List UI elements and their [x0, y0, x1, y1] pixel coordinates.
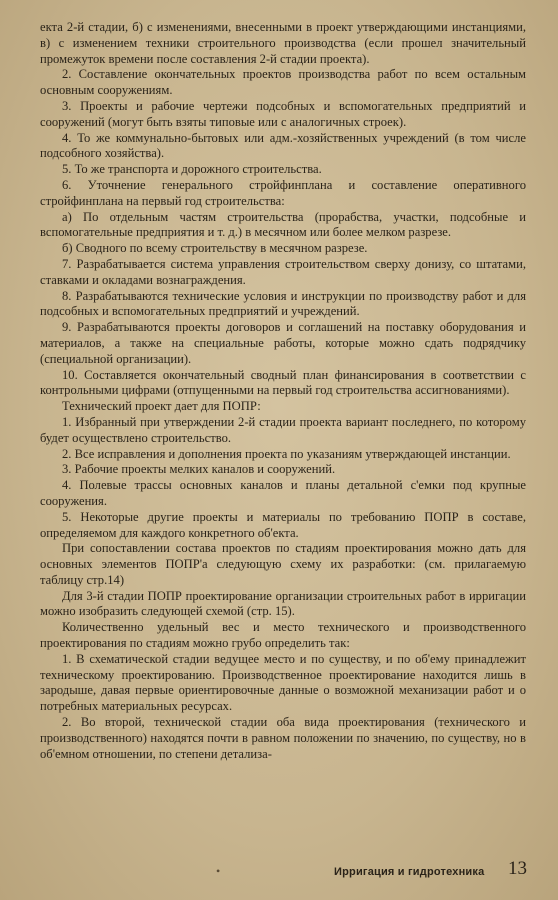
paragraph: екта 2-й стадии, б) с изменениями, внесенными в проект утверждающими инстанциями, в) с изменением техники строительного производства (если прошел значительный промежуток времени после составления 2-й стадии проекта). — [40, 20, 526, 66]
paragraph: 3. Рабочие проекты мелких каналов и сооружений. — [62, 462, 336, 477]
paragraph: 7. Разрабатывается система управления строительством сверху донизу, со штатами, ставками и окладами вознаграждения. — [40, 256, 526, 287]
paragraph: 4. То же коммунально-бытовых или адм.-хозяйственных учреждений (в том числе подсобного хозяйства). — [40, 130, 526, 161]
paragraph: При сопоставлении состава проектов по стадиям проектирования можно дать для основных элементов ПОПР'а следующую схему их разработки: (см. прилагаемую таблицу стр.14) — [40, 541, 526, 587]
paragraph: а) По отдельным частям строительства (прорабства, участки, подсобные и вспомогательные предприятия и т. д.) в месячном или более мелком разрезе. — [40, 209, 526, 240]
paragraph: 5. То же транспорта и дорожного строительства. — [62, 162, 322, 177]
paragraph: 4. Полевые трассы основных каналов и планы детальной с'емки под крупные сооружения. — [40, 478, 526, 508]
page-footer — [0, 858, 558, 886]
journal-title: Ирригация и гидротехника — [334, 866, 485, 878]
paragraph: 5. Некоторые другие проекты и материалы по требованию ПОПР в составе, определяемом для каждого конкретного об'екта. — [40, 509, 526, 540]
paragraph: 9. Разрабатываются проекты договоров и соглашений на поставку оборудования и материалов, а также на специальные работы, которые можно сдать подрядчику (специальной организации). — [40, 320, 526, 366]
paragraph: 1. Избранный при утверждении 2-й стадии проекта вариант последнего, по которому будет осуществлено строительство. — [40, 414, 526, 445]
paragraph: 8. Разрабатываются технические условия и инструкции по производству работ и для подсобных и вспомогательных предприятий и учреждений. — [40, 288, 526, 319]
paragraph: 6. Уточнение генерального стройфинплана и составление оперативного стройфинплана на первый год строительства: — [40, 177, 526, 208]
paragraph: Технический проект дает для ПОПР: — [62, 399, 261, 414]
paragraph: 2. Составление окончательных проектов производства работ по всем остальным основным сооружениям. — [40, 67, 526, 98]
paragraph: 2. Во второй, технической стадии оба вида проектирования (технического и производственного) находятся почти в равном положении по значению, по существу, но в об'емном отношении, по степени детализа- — [40, 715, 526, 761]
page-number: 13 — [508, 858, 527, 879]
paragraph: 2. Все исправления и дополнения проекта по указаниям утверждающей инстанции. — [62, 446, 511, 461]
footer-mark: • — [216, 864, 221, 878]
paragraph: Количественно удельный вес и место технического и производственного проектирования по стадиям можно грубо определить так: — [40, 620, 526, 651]
paragraph: 10. Составляется окончательный сводный план финансирования в соответствии с контрольными цифрами (отпущенными на первый год строительства ассигнованиями). — [40, 367, 526, 398]
body-text — [40, 20, 526, 762]
paragraph: 1. В схематической стадии ведущее место и по существу, и по об'ему принадлежит техническому проектированию. Производственное проектирование находится лишь в зародыше, давая первые ориентировочные данные о возможной механизации работ и о потребных материальных ресурсах. — [40, 651, 526, 714]
paragraph: Для 3-й стадии ПОПР проектирование организации строительных работ в ирригации можно изобразить следующей схемой (стр. 15). — [40, 588, 526, 619]
paragraph: б) Сводного по всему строительству в месячном разрезе. — [62, 241, 368, 256]
paragraph: 3. Проекты и рабочие чертежи подсобных и вспомогательных предприятий и сооружений (могут быть взяты типовые или с аналогичных строек). — [40, 98, 526, 129]
